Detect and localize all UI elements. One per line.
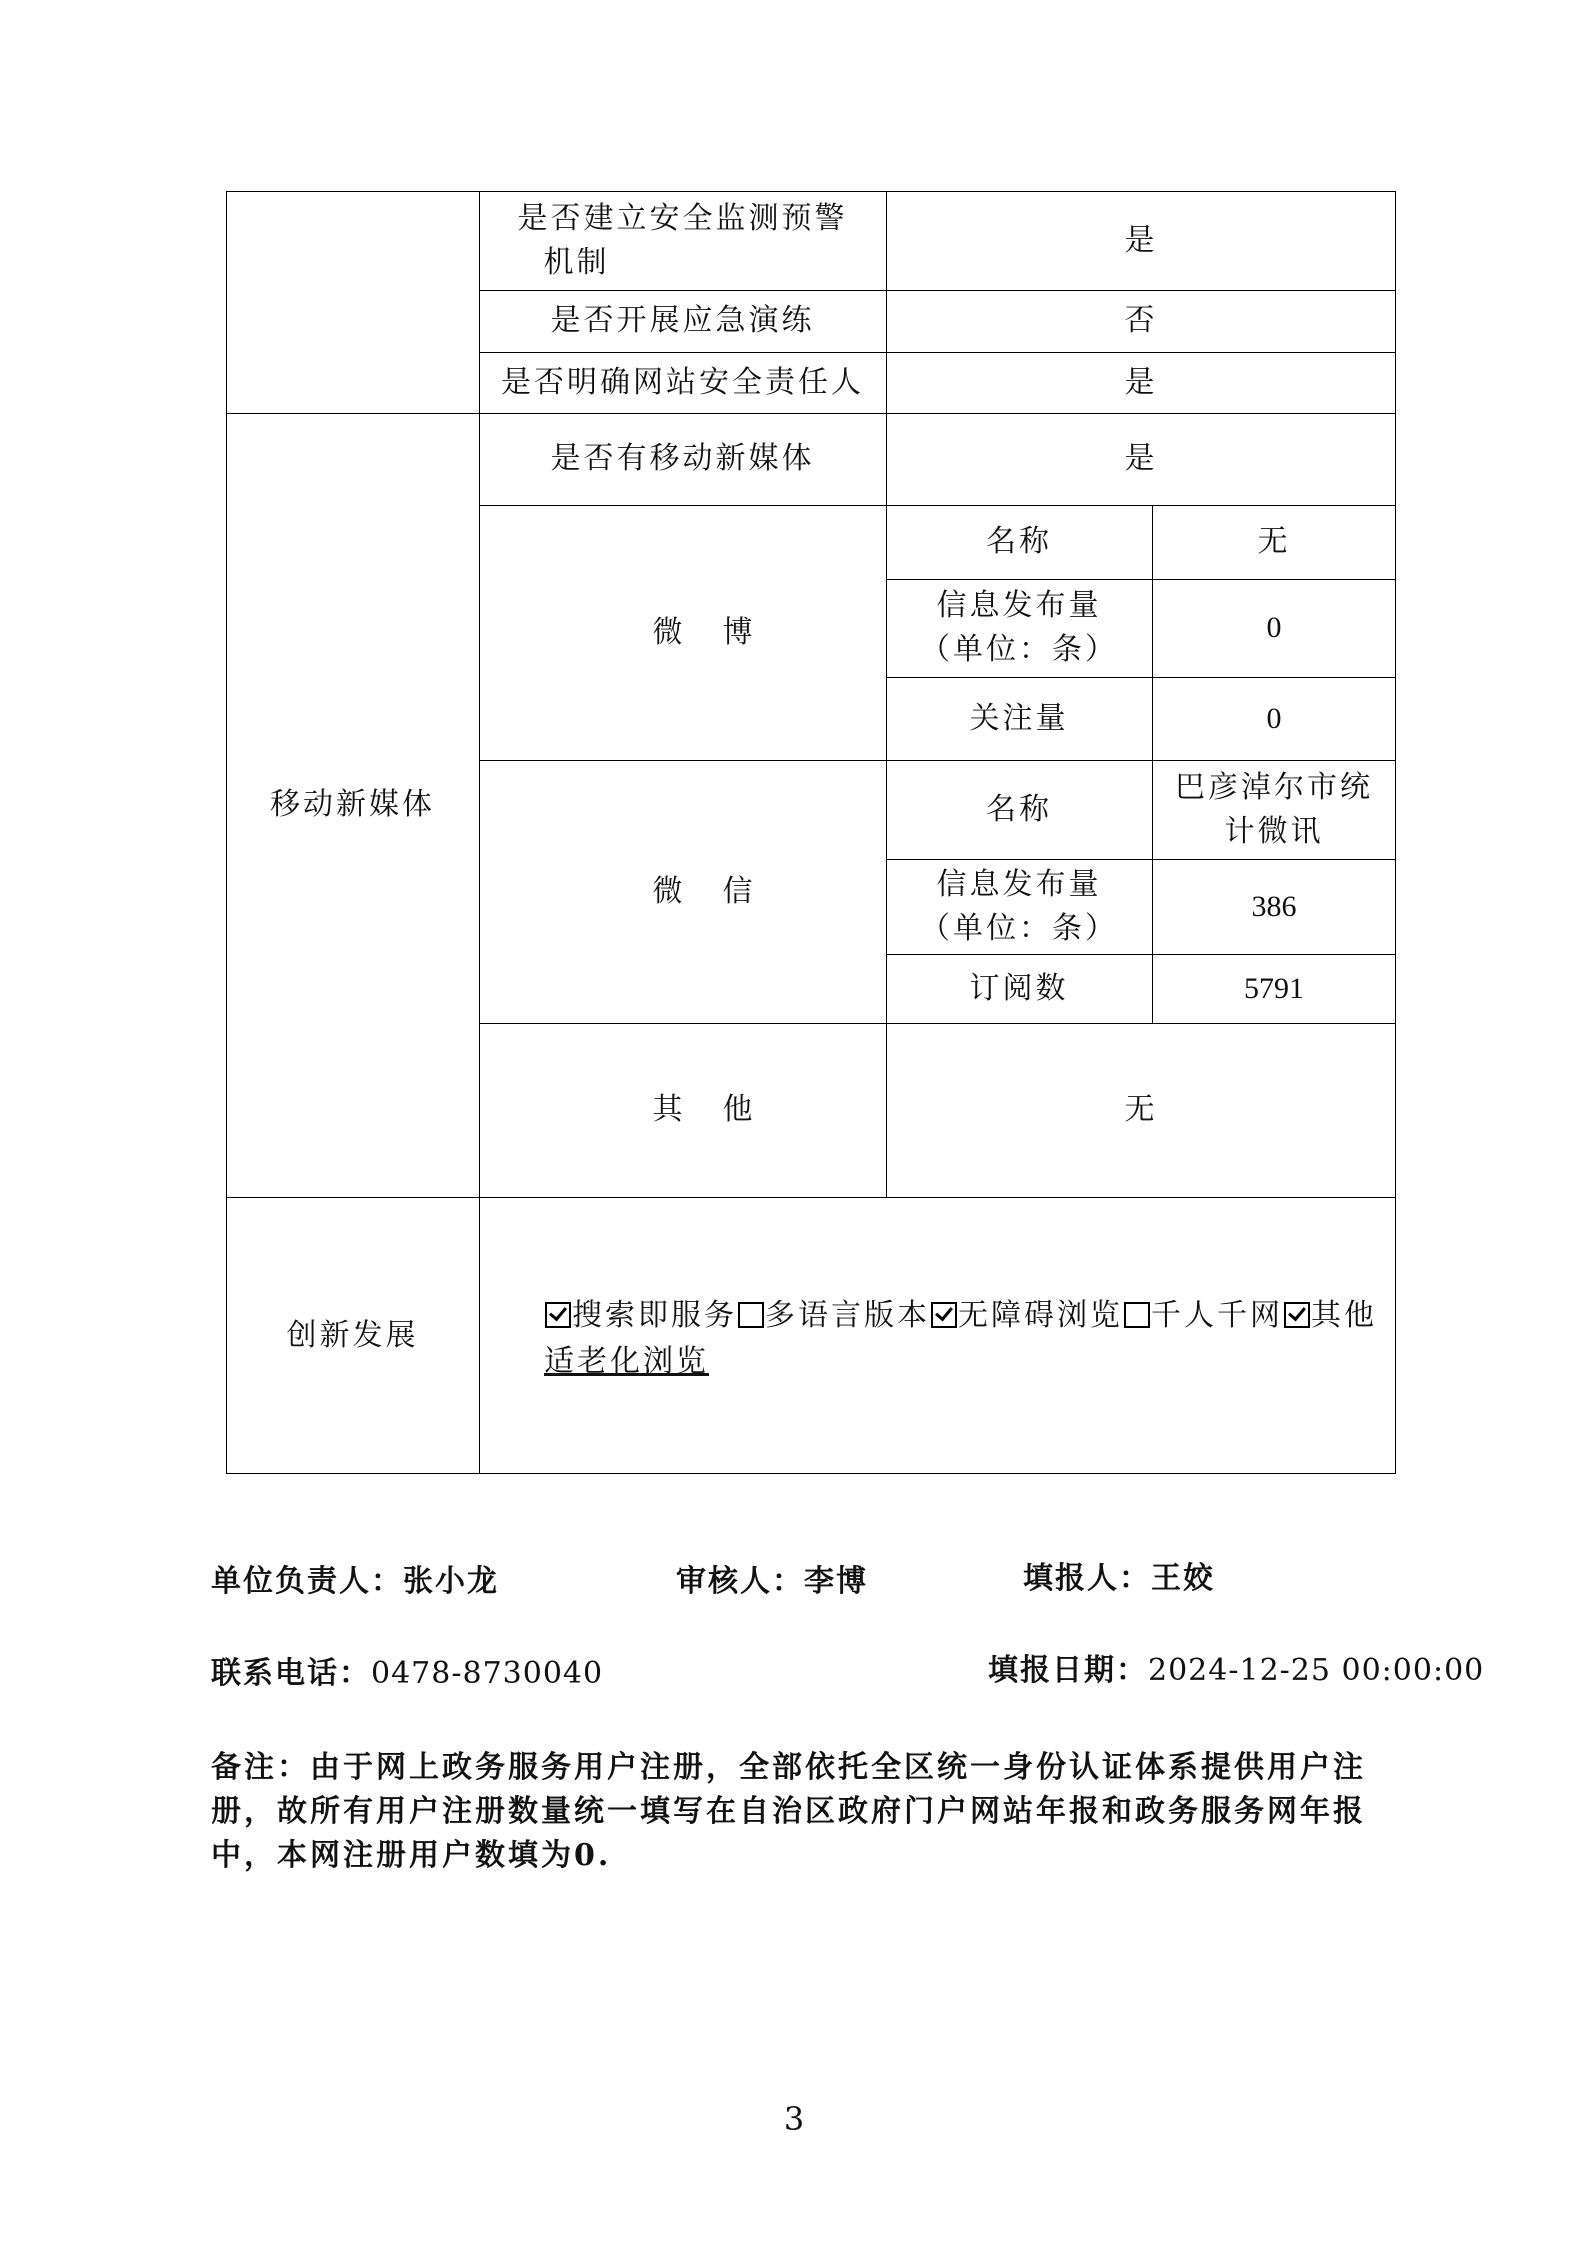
contact-phone: 联系电话：0478-8730040 [211, 1656, 604, 1691]
wechat-subscribe-value: 5791 [1244, 971, 1304, 1005]
responsible-value: 是 [1124, 364, 1158, 400]
weibo-follow-value: 0 [1266, 701, 1282, 735]
wechat-name-label: 名称 [986, 791, 1052, 827]
weibo-label: 微博 [652, 614, 793, 650]
innovation-other-text: 适老化浏览 [544, 1344, 709, 1379]
option-label: 多语言版本 [765, 1298, 930, 1333]
has-mobile-label: 是否有移动新媒体 [550, 441, 815, 476]
mobile-section-label: 移动新媒体 [270, 787, 435, 822]
weibo-name-label: 名称 [986, 524, 1052, 559]
wechat-subscribe-label: 订阅数 [969, 970, 1069, 1006]
other-media-value: 无 [1124, 1092, 1158, 1127]
option-label: 其他 [1311, 1298, 1377, 1333]
checkbox-accessibility[interactable] [931, 1302, 957, 1328]
innovation-options [544, 1293, 1384, 1385]
option-label: 千人千网 [1151, 1298, 1283, 1333]
has-mobile-value: 是 [1124, 441, 1158, 476]
weibo-publish-value: 0 [1266, 611, 1282, 644]
wechat-publish-label: 信息发布量 （单位：条） [920, 866, 1118, 946]
monitoring-value: 是 [1124, 222, 1158, 258]
weibo-name-value: 无 [1257, 524, 1291, 559]
option-label: 无障碍浏览 [958, 1298, 1123, 1333]
checkbox-multilanguage[interactable] [738, 1302, 764, 1328]
weibo-follow-label: 关注量 [969, 700, 1069, 736]
drill-value: 否 [1124, 303, 1158, 338]
weibo-publish-label: 信息发布量 （单位：条） [920, 588, 1118, 667]
option-label: 搜索即服务 [572, 1298, 737, 1333]
fill-date: 填报日期：2024-12-25 00:00:00 [988, 1653, 1485, 1688]
wechat-name-value: 巴彦淖尔市统 计微讯 [1175, 769, 1373, 849]
filler: 填报人：王姣 [1023, 1561, 1215, 1596]
checkbox-personalized[interactable] [1124, 1302, 1150, 1328]
other-media-label: 其他 [652, 1092, 793, 1127]
drill-label: 是否开展应急演练 [550, 303, 815, 338]
unit-head: 单位负责人：张小龙 [211, 1564, 499, 1599]
wechat-publish-value: 386 [1251, 889, 1297, 923]
checkbox-other[interactable] [1284, 1302, 1310, 1328]
responsible-label: 是否明确网站安全责任人 [501, 364, 864, 400]
page-number: 3 [783, 2100, 805, 2138]
monitoring-label: 是否建立安全监测预警 机制 [517, 200, 848, 280]
reviewer: 审核人：李博 [676, 1564, 868, 1599]
remark-note: 备注：由于网上政务服务用户注册，全部依托全区统一身份认证体系提供用户注册，故所有用户注册数量统一填写在自治区政府门户网站年报和政务服务网年报中，本网注册用户数填为0. [211, 1750, 1366, 1873]
checkbox-search-service[interactable] [545, 1302, 571, 1328]
wechat-label: 微信 [652, 873, 793, 909]
innovation-section-label: 创新发展 [286, 1317, 419, 1353]
